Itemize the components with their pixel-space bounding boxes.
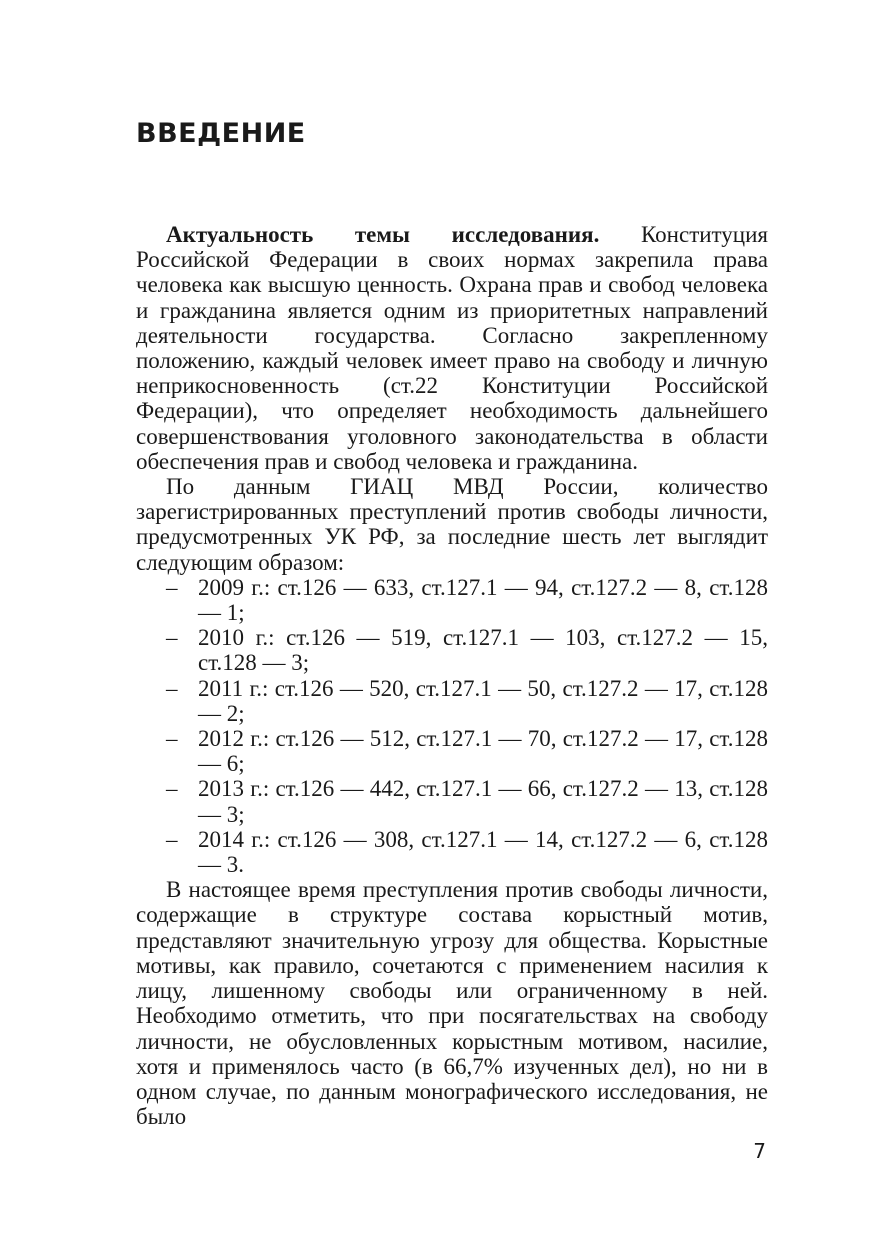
dash-marker: – [166, 574, 178, 600]
list-item-text: 2011 г.: ст.126 — 520, ст.127.1 — 50, ст.127.2 — 17, ст.128 — 2; [198, 675, 768, 726]
statistics-list [136, 575, 768, 877]
paragraph-motives: В настоящее время преступления против свободы личности, содержащие в структуре состава корыстный мотив, представляют значительную угрозу для общества. Корыстные мотивы, как правило, сочетаются с применением насилия к лицу, лишенному свободы или ограниченному в ней. Необходимо отметить, что при посягательствах на свободу личности, не обусловленных корыстным мотивом, насилие, хотя и применялось часто (в 66,7% изученных дел), но ни в одном случае, по данным монографического исследования, не было [136, 877, 768, 1130]
list-item [166, 625, 768, 675]
dash-marker: – [166, 726, 178, 752]
list-item [166, 726, 768, 776]
list-item-text: 2014 г.: ст.126 — 308, ст.127.1 — 14, ст.127.2 — 6, ст.128 — 3. [198, 826, 768, 878]
paragraph-relevance [136, 222, 768, 474]
list-item-text: 2009 г.: ст.126 — 633, ст.127.1 — 94, ст.127.2 — 8, ст.128 — 1; [198, 574, 768, 626]
list-item [166, 776, 768, 826]
list-item-text: 2013 г.: ст.126 — 442, ст.127.1 — 66, ст.127.2 — 13, ст.128 — 3; [198, 776, 768, 827]
dash-marker: – [166, 675, 178, 701]
dash-marker: – [166, 826, 178, 852]
list-item [166, 575, 768, 625]
list-item [166, 676, 768, 726]
list-item [166, 827, 768, 877]
dash-marker: – [166, 625, 178, 651]
list-item-text: 2012 г.: ст.126 — 512, ст.127.1 — 70, ст.127.2 — 17, ст.128 — 6; [198, 726, 768, 777]
body-text [136, 222, 768, 1129]
list-item-text: 2010 г.: ст.126 — 519, ст.127.1 — 103, ст.127.2 — 15, ст.128 — 3; [198, 625, 768, 676]
dash-marker: – [166, 776, 178, 802]
paragraph-statistics-intro: По данным ГИАЦ МВД России, количество зарегистрированных преступлений против свободы личности, предусмотренных УК РФ, за последние шесть лет выглядит следующим образом: [136, 474, 768, 575]
paragraph-lead: Актуальность темы исследования. [166, 222, 600, 247]
paragraph-relevance-text: Конституция Российской Федерации в своих нормах закрепила права человека как высшую ценность. Охрана прав и свобод человека и гражданина является одним из приоритетных направлений деятельности государства. Согласно закрепленному положению, каждый человек имеет право на свободу и личную неприкосновенность (ст.22 Конституции Российской Федерации), что определяет необходимость дальнейшего совершенствования уголовного законодательства в области обеспечения прав и свобод человека и гражданина. [136, 222, 769, 474]
page-number: 7 [753, 1139, 766, 1163]
chapter-heading: ВВЕДЕНИЕ [136, 118, 306, 149]
